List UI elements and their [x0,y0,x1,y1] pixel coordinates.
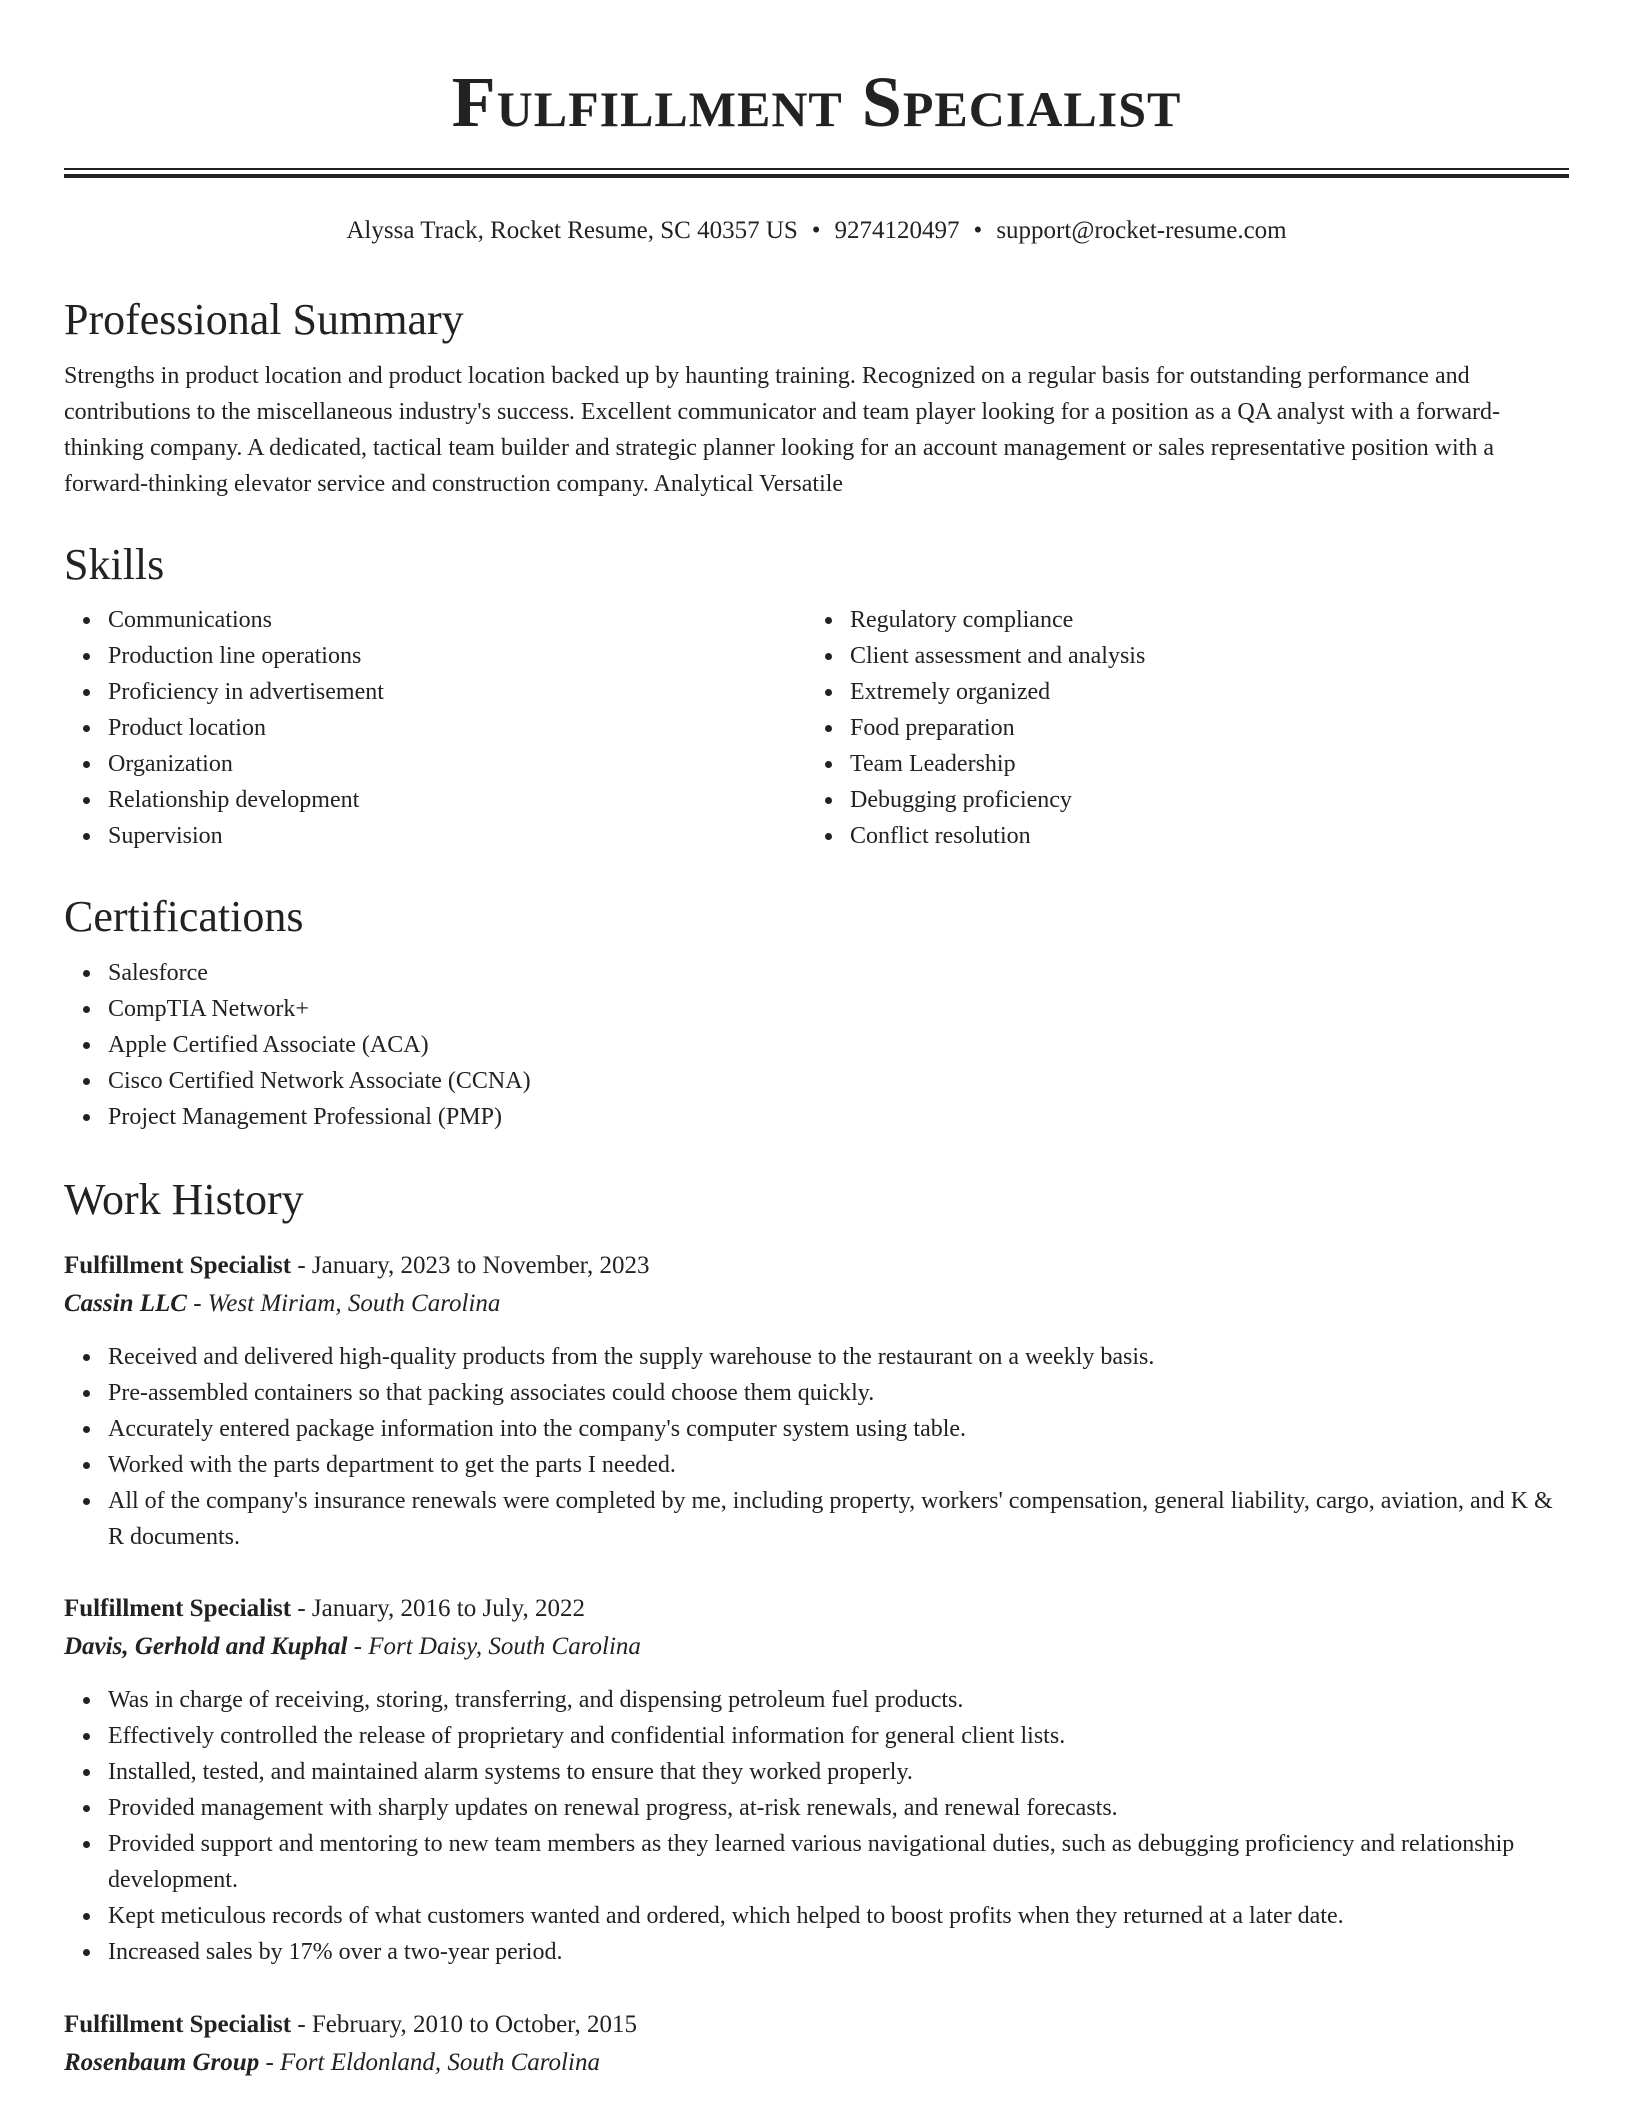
job-company: Rosenbaum Group [64,2049,260,2076]
title-divider-thin [64,168,1569,170]
title-divider-thick [64,174,1569,178]
job-bullet: Provided support and mentoring to new team members as they learned various navigational duties, such as debugging proficiency and relationship development. [108,1826,1569,1898]
certifications-section [64,891,1569,1135]
skills-column-right [806,602,1548,854]
skill-item: Regulatory compliance [850,602,1548,638]
skill-item: Extremely organized [850,674,1548,710]
contact-line [64,214,1569,248]
skill-item: Organization [108,746,806,782]
skill-item: Supervision [108,818,806,854]
job-company-line [64,2044,1569,2082]
job-bullet: Increased sales by 17% over a two-year period. [108,1934,1569,1970]
skill-item: Production line operations [108,638,806,674]
job-company-line [64,1628,1569,1666]
job-bullets [64,1682,1569,1970]
job-title-line [64,2006,1569,2044]
contact-phone: 9274120497 [834,217,960,244]
skill-item: Client assessment and analysis [850,638,1548,674]
job-title: Fulfillment Specialist [64,1595,292,1622]
skills-heading: Skills [64,540,165,589]
job-dates: - January, 2016 to July, 2022 [291,1595,586,1622]
job-title: Fulfillment Specialist [64,1252,292,1279]
summary-section [64,294,1569,502]
job-bullet: Pre-assembled containers so that packing associates could choose them quickly. [108,1375,1569,1411]
job-bullet: Accurately entered package information into the company's computer system using table. [108,1411,1569,1447]
job-bullet: Kept meticulous records of what customers wanted and ordered, which helped to boost profits when they returned at a later date. [108,1898,1569,1934]
job-location: - Fort Daisy, South Carolina [347,1633,641,1660]
certification-item: CompTIA Network+ [108,991,1569,1027]
job-entry [64,1247,1569,1555]
job-bullet: All of the company's insurance renewals were completed by me, including property, workers' compensation, general liability, cargo, aviation, and K & R documents. [108,1483,1569,1555]
certifications-heading: Certifications [64,892,304,941]
job-company: Cassin LLC [64,1290,187,1317]
skill-item: Proficiency in advertisement [108,674,806,710]
page-title: Fulfillment Specialist [451,62,1182,142]
job-title: Fulfillment Specialist [64,2011,292,2038]
contact-email: support@rocket-resume.com [996,217,1287,244]
job-company-line [64,1285,1569,1323]
job-bullet: Received and delivered high-quality products from the supply warehouse to the restaurant on a weekly basis. [108,1339,1569,1375]
certification-item: Salesforce [108,955,1569,991]
job-bullet: Effectively controlled the release of proprietary and confidential information for general client lists. [108,1718,1569,1754]
certification-item: Cisco Certified Network Associate (CCNA) [108,1063,1569,1099]
job-entry [64,2006,1569,2082]
job-bullet: Provided management with sharply updates on renewal progress, at-risk renewals, and renewal forecasts. [108,1790,1569,1826]
job-location: - West Miriam, South Carolina [186,1290,501,1317]
job-bullet: Installed, tested, and maintained alarm systems to ensure that they worked properly. [108,1754,1569,1790]
job-bullet: Was in charge of receiving, storing, transferring, and dispensing petroleum fuel products. [108,1682,1569,1718]
summary-heading: Professional Summary [64,295,464,344]
contact-address: Alyssa Track, Rocket Resume, SC 40357 US [346,217,798,244]
job-location: - Fort Eldonland, South Carolina [259,2049,600,2076]
skills-column-left [64,602,806,854]
skill-item: Product location [108,710,806,746]
skills-section [64,539,1569,854]
job-dates: - January, 2023 to November, 2023 [291,1252,650,1279]
skill-item: Food preparation [850,710,1548,746]
job-bullet: Worked with the parts department to get the parts I needed. [108,1447,1569,1483]
contact-separator: • [973,217,983,244]
job-company: Davis, Gerhold and Kuphal [64,1633,348,1660]
certification-item: Project Management Professional (PMP) [108,1099,1569,1135]
job-entry [64,1590,1569,1970]
contact-separator: • [811,217,821,244]
skill-item: Team Leadership [850,746,1548,782]
job-bullets [64,1339,1569,1555]
summary-text: Strengths in product location and product location backed up by haunting training. Recognized on a regular basis for outstanding performance and contributions to the miscellaneous industry's success. Excellent communicator and team player looking for a position as a QA analyst with a forward-thinking company. A dedicated, tactical team builder and strategic planner looking for an account management or sales representative position with a forward-thinking elevator service and construction company. Analytical Versatile [64,363,1500,497]
job-title-line [64,1590,1569,1628]
certifications-list [64,955,1569,1135]
skill-item: Debugging proficiency [850,782,1548,818]
certification-item: Apple Certified Associate (ACA) [108,1027,1569,1063]
skill-item: Communications [108,602,806,638]
work-history-section [64,1174,1569,1226]
work-history-heading: Work History [64,1175,304,1224]
skill-item: Relationship development [108,782,806,818]
skills-columns [64,602,1569,854]
skill-item: Conflict resolution [850,818,1548,854]
job-title-line [64,1247,1569,1285]
job-dates: - February, 2010 to October, 2015 [291,2011,637,2038]
